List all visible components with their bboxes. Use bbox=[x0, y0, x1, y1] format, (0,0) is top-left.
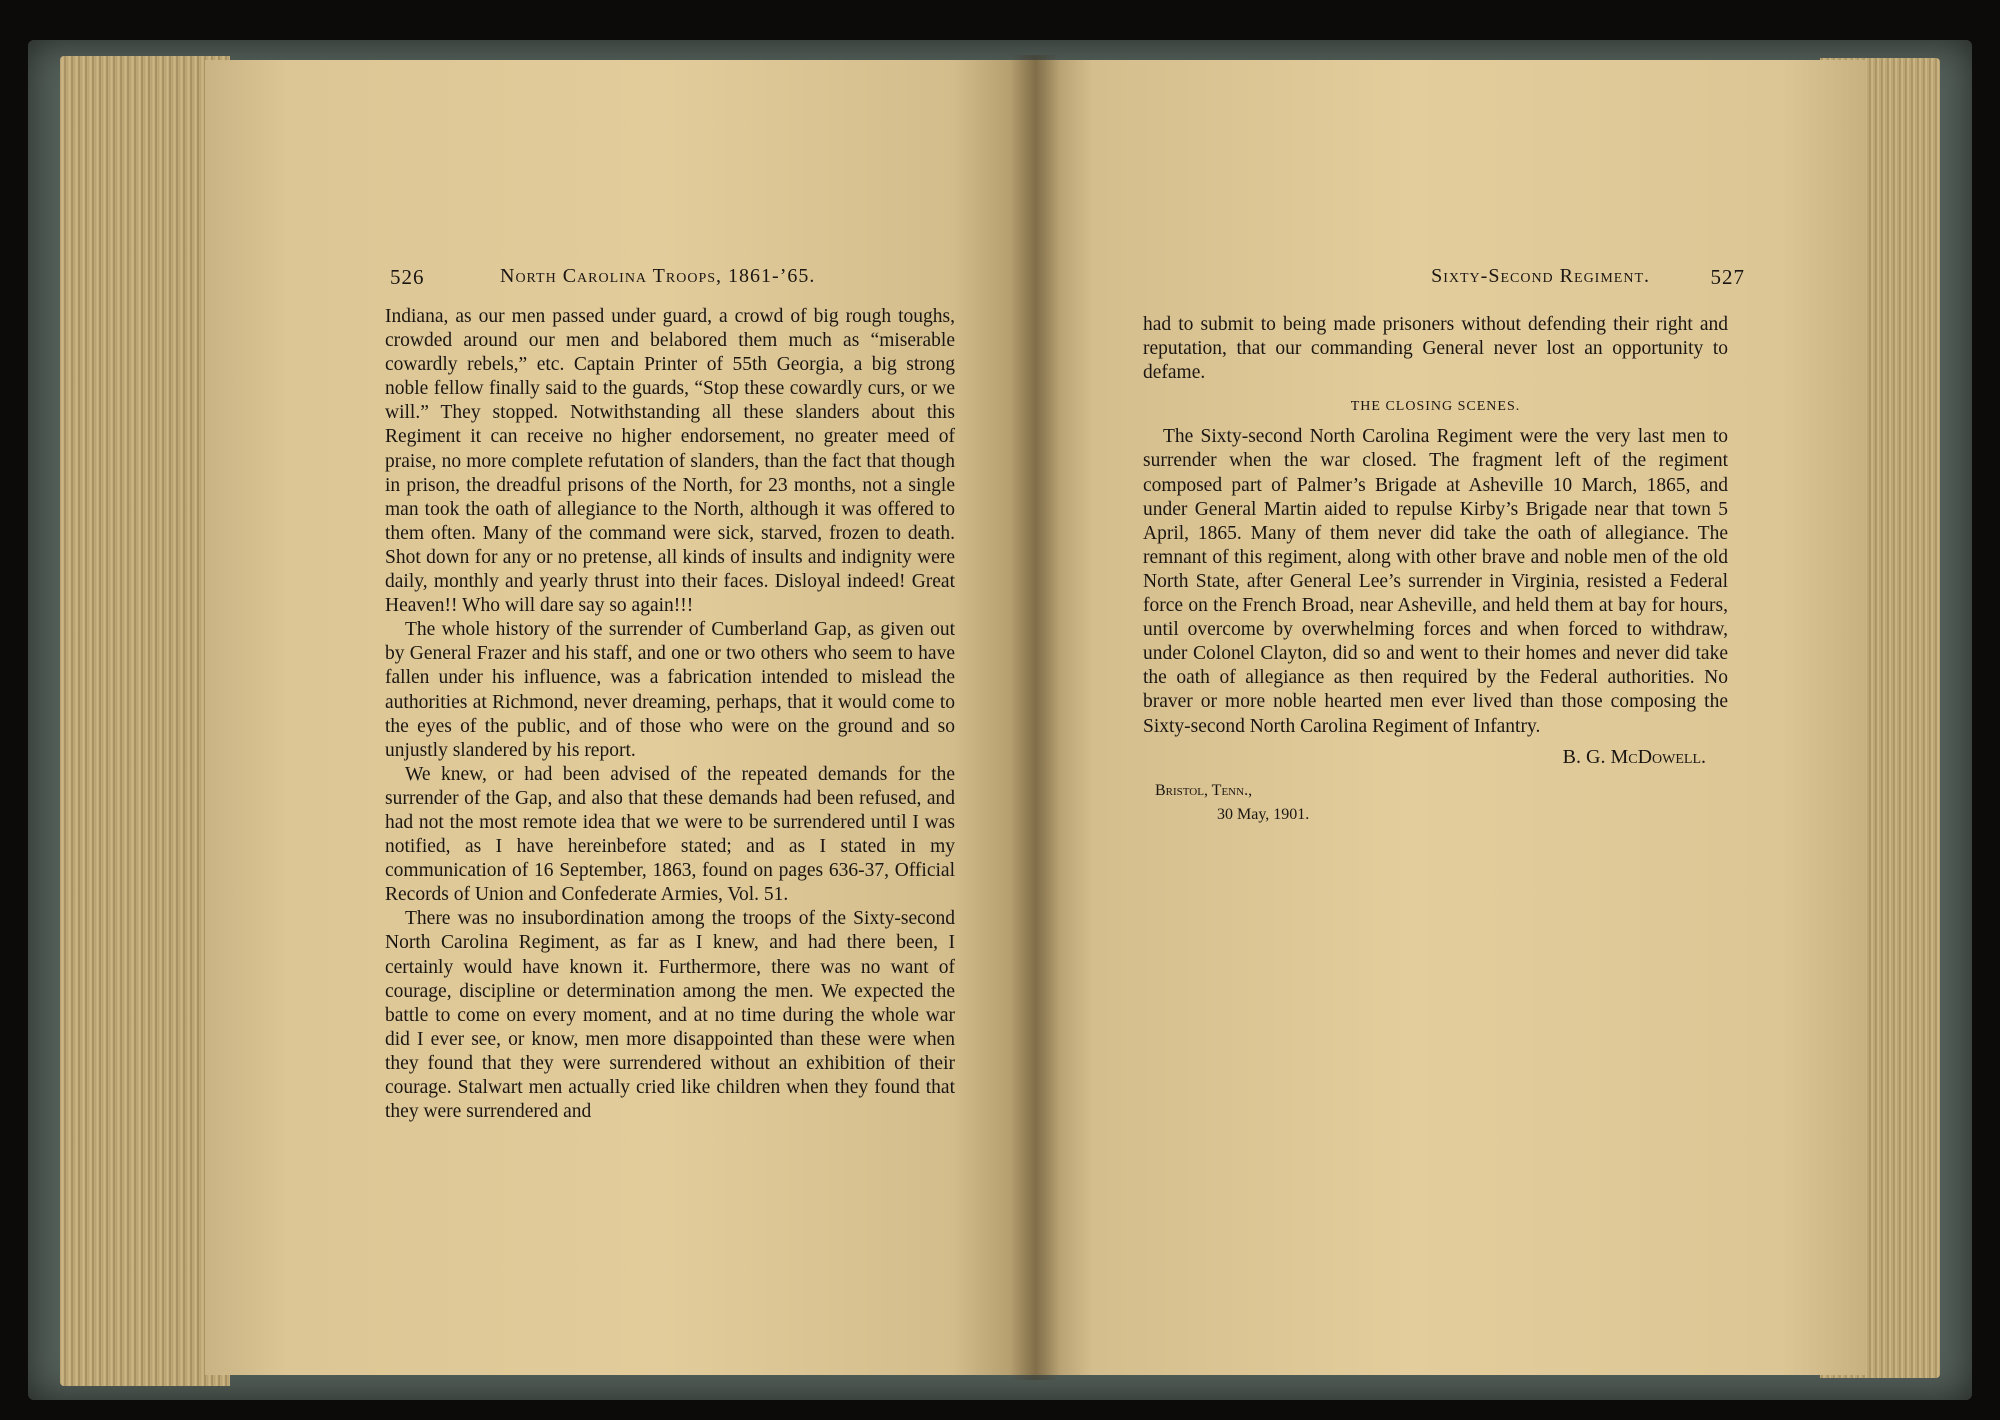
left-page bbox=[205, 60, 1035, 1375]
left-body-text bbox=[385, 305, 955, 1124]
right-page bbox=[1035, 60, 1865, 1375]
right-running-title: Sixty-Second Regiment. bbox=[1431, 265, 1650, 287]
book-gutter bbox=[1010, 55, 1060, 1380]
left-paragraph-4: There was no insubordination among the troops of the Sixty-second North Carolina Regiment, as far as I knew, and had there been, I certainly would have known it. Furthermore, there was no want of courage, discipline or determination among the men. We expected the battle to come on every moment, and at no time during the whole war did I ever see, or know, men more disappointed than these were when they found that they were surrendered without an exhibition of their courage. Stalwart men actually cried like children when they found that they were surrendered and bbox=[385, 908, 955, 1123]
right-paragraph-1: had to submit to being made prisoners without defending their right and reputation, that our commanding General never lost an opportunity to defame. bbox=[1143, 314, 1728, 384]
left-paragraph-1: Indiana, as our men passed under guard, a crowd of big rough toughs, crowded around our men and belabored them much as “miserable cowardly rebels,” etc. Captain Printer of 55th Georgia, a big strong noble fellow finally said to the guards, “Stop these cowardly curs, or we will.” They stopped. Notwithstanding all these slanders about this Regiment it can receive no higher endorsement, no greater meed of praise, no more complete refutation of slanders, than the fact that though in prison, the dreadful prisons of the North, for 23 months, not a single man took the oath of allegiance to the North, although it was offered to them often. Many of the command were sick, starved, frozen to death. Shot down for any or no pretense, all kinds of insults and indignity were daily, monthly and yearly thrust into their faces. Disloyal indeed! Great Heaven!! Who will dare say so again!!! bbox=[385, 306, 955, 617]
left-paragraph-2: The whole history of the surrender of Cumberland Gap, as given out by General Frazer and his staff, and one or two others who seem to have fallen under his influence, was a fabrication intended to mislead the authorities at Richmond, never dreaming, perhaps, that it would come to the eyes of the public, and of those who were on the ground and so unjustly slandered by his report. bbox=[385, 619, 955, 761]
left-paragraph-3: We knew, or had been advised of the repeated demands for the surrender of the Gap, and also that these demands had been refused, and had not the most remote idea that we were to be surrendered until I was notified, as I have hereinbefore stated; and as I stated in my communication of 16 September, 1863, found on pages 636-37, Official Records of Union and Confederate Armies, Vol. 51. bbox=[385, 763, 955, 906]
section-heading: THE CLOSING SCENES. bbox=[1350, 399, 1521, 415]
dateline-date: 30 May, 1901. bbox=[1217, 805, 1310, 823]
signature: B. G. McDowell. bbox=[1562, 745, 1706, 768]
right-paragraph-2: The Sixty-second North Carolina Regiment were the very last men to surrender when the war closed. The fragment left of the regiment composed part of Palmer’s Brigade at Asheville 10 March, 1865, and under General Martin aided to repulse Kirby’s Brigade near that town 5 April, 1865. Many of them never did take the oath of allegiance. The remnant of this regiment, along with other brave and noble men of the old North State, after General Lee’s surrender in Virginia, resisted a Federal force on the French Broad, near Asheville, and held them at bay for hours, until overcome by overwhelming forces and when forced to withdraw, under Colonel Clayton, did so and went to their homes and never did take the oath of allegiance as then required by the Federal authorities. No braver or more noble hearted men ever lived than those composing the Sixty-second North Carolina Regiment of Infantry. bbox=[1143, 426, 1728, 737]
left-page-number: 526 bbox=[390, 265, 425, 289]
dateline-place: Bristol, Tenn., bbox=[1155, 781, 1253, 799]
dateline bbox=[1155, 779, 1728, 827]
right-body-text bbox=[1143, 313, 1728, 827]
right-page-number: 527 bbox=[1710, 265, 1745, 289]
left-running-title: North Carolina Troops, 1861-’65. bbox=[500, 265, 816, 287]
